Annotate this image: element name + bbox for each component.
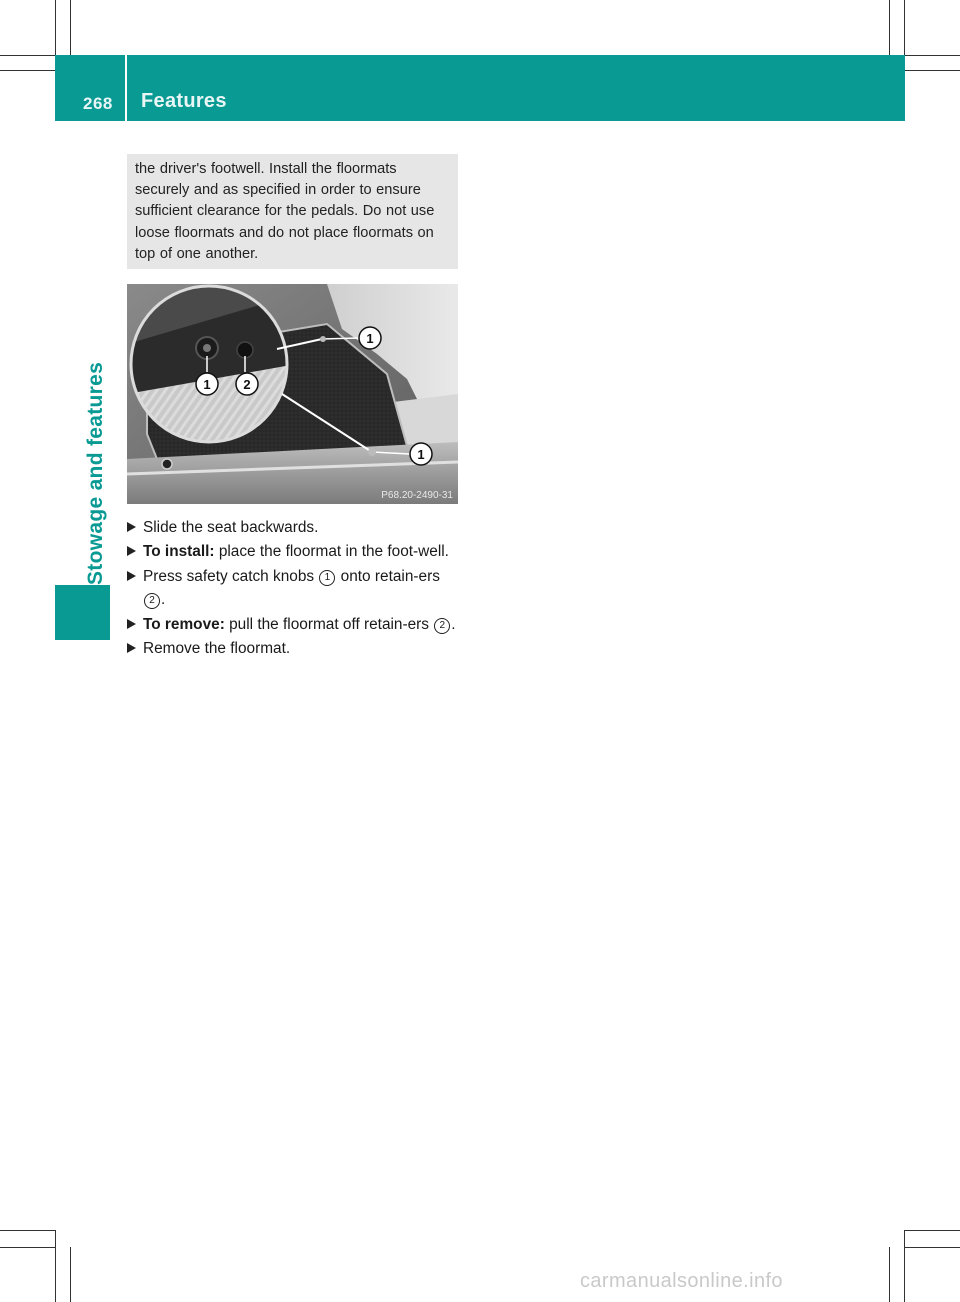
floor-clip: [162, 459, 172, 469]
image-code: P68.20-2490-31: [381, 490, 453, 501]
step-remove: [127, 613, 462, 636]
step-arrow-icon: [127, 546, 136, 556]
crop-mark: [0, 1230, 55, 1231]
step-text: Remove the floormat.: [143, 640, 291, 658]
crop-mark: [889, 1247, 890, 1302]
page-number: 268: [83, 94, 113, 113]
step-press-knobs: [127, 565, 462, 612]
step-text: onto retain-ers: [340, 567, 440, 585]
warning-note-box: [127, 154, 458, 269]
crop-mark: [889, 0, 890, 55]
ref-circle-2: 2: [144, 593, 160, 609]
chapter-side-block: [55, 585, 110, 640]
callout-1-seat: [359, 327, 381, 349]
step-arrow-icon: [127, 643, 136, 653]
crop-mark: [0, 55, 55, 56]
callout-1-lens: [196, 373, 218, 395]
chapter-side-label: Stowage and features: [84, 361, 107, 585]
callout-1-sill: [410, 443, 432, 465]
crop-mark: [905, 1230, 960, 1231]
svg-text:1: 1: [203, 377, 211, 392]
floormat-photo: [127, 284, 458, 504]
crop-mark: [55, 0, 56, 55]
step-text: Press safety catch knobs: [143, 567, 315, 585]
step-lead: To install:: [143, 543, 215, 561]
pointer-line: [322, 338, 359, 339]
step-text: .: [161, 591, 166, 609]
safety-catch-knob-center: [203, 344, 211, 352]
crop-mark: [55, 1230, 56, 1302]
crop-mark: [904, 0, 905, 55]
step-remove-floormat: [127, 637, 462, 660]
crop-mark: [70, 1247, 71, 1302]
attachment-point: [320, 336, 326, 342]
crop-mark: [70, 0, 71, 55]
ref-circle-2: 2: [434, 618, 450, 634]
svg-text:1: 1: [366, 331, 374, 346]
crop-mark: [0, 1247, 55, 1248]
header-divider: [125, 55, 127, 121]
step-text: pull the floormat off retain-ers: [229, 615, 429, 633]
retainer: [237, 342, 253, 358]
step-install: [127, 540, 462, 563]
step-slide-seat: [127, 516, 462, 539]
crop-mark: [905, 70, 960, 71]
step-text: Slide the seat backwards.: [143, 519, 319, 536]
crop-mark: [0, 70, 55, 71]
step-arrow-icon: [127, 619, 136, 629]
callout-2-lens: [236, 373, 258, 395]
step-text: place the floormat in the foot-well.: [218, 543, 449, 561]
ref-circle-1: 1: [319, 570, 335, 586]
crop-mark: [905, 1247, 960, 1248]
step-arrow-icon: [127, 571, 136, 581]
step-text: .: [451, 615, 456, 633]
attachment-point: [368, 448, 376, 456]
step-lead: To remove:: [143, 615, 225, 633]
crop-mark: [904, 1230, 905, 1302]
crop-mark: [905, 55, 960, 56]
svg-text:2: 2: [243, 377, 251, 392]
svg-text:1: 1: [417, 447, 425, 462]
instruction-steps: [127, 516, 462, 660]
site-watermark: carmanualsonline.info: [580, 1270, 783, 1292]
warning-note-text: the driver's footwell. Install the floormats securely and as specified in order to ensure sufficient clearance for the pedals. Do not use loose floormats and do not place floormats on top of one another.: [135, 161, 435, 262]
section-title: Features: [141, 90, 227, 112]
step-arrow-icon: [127, 522, 136, 532]
